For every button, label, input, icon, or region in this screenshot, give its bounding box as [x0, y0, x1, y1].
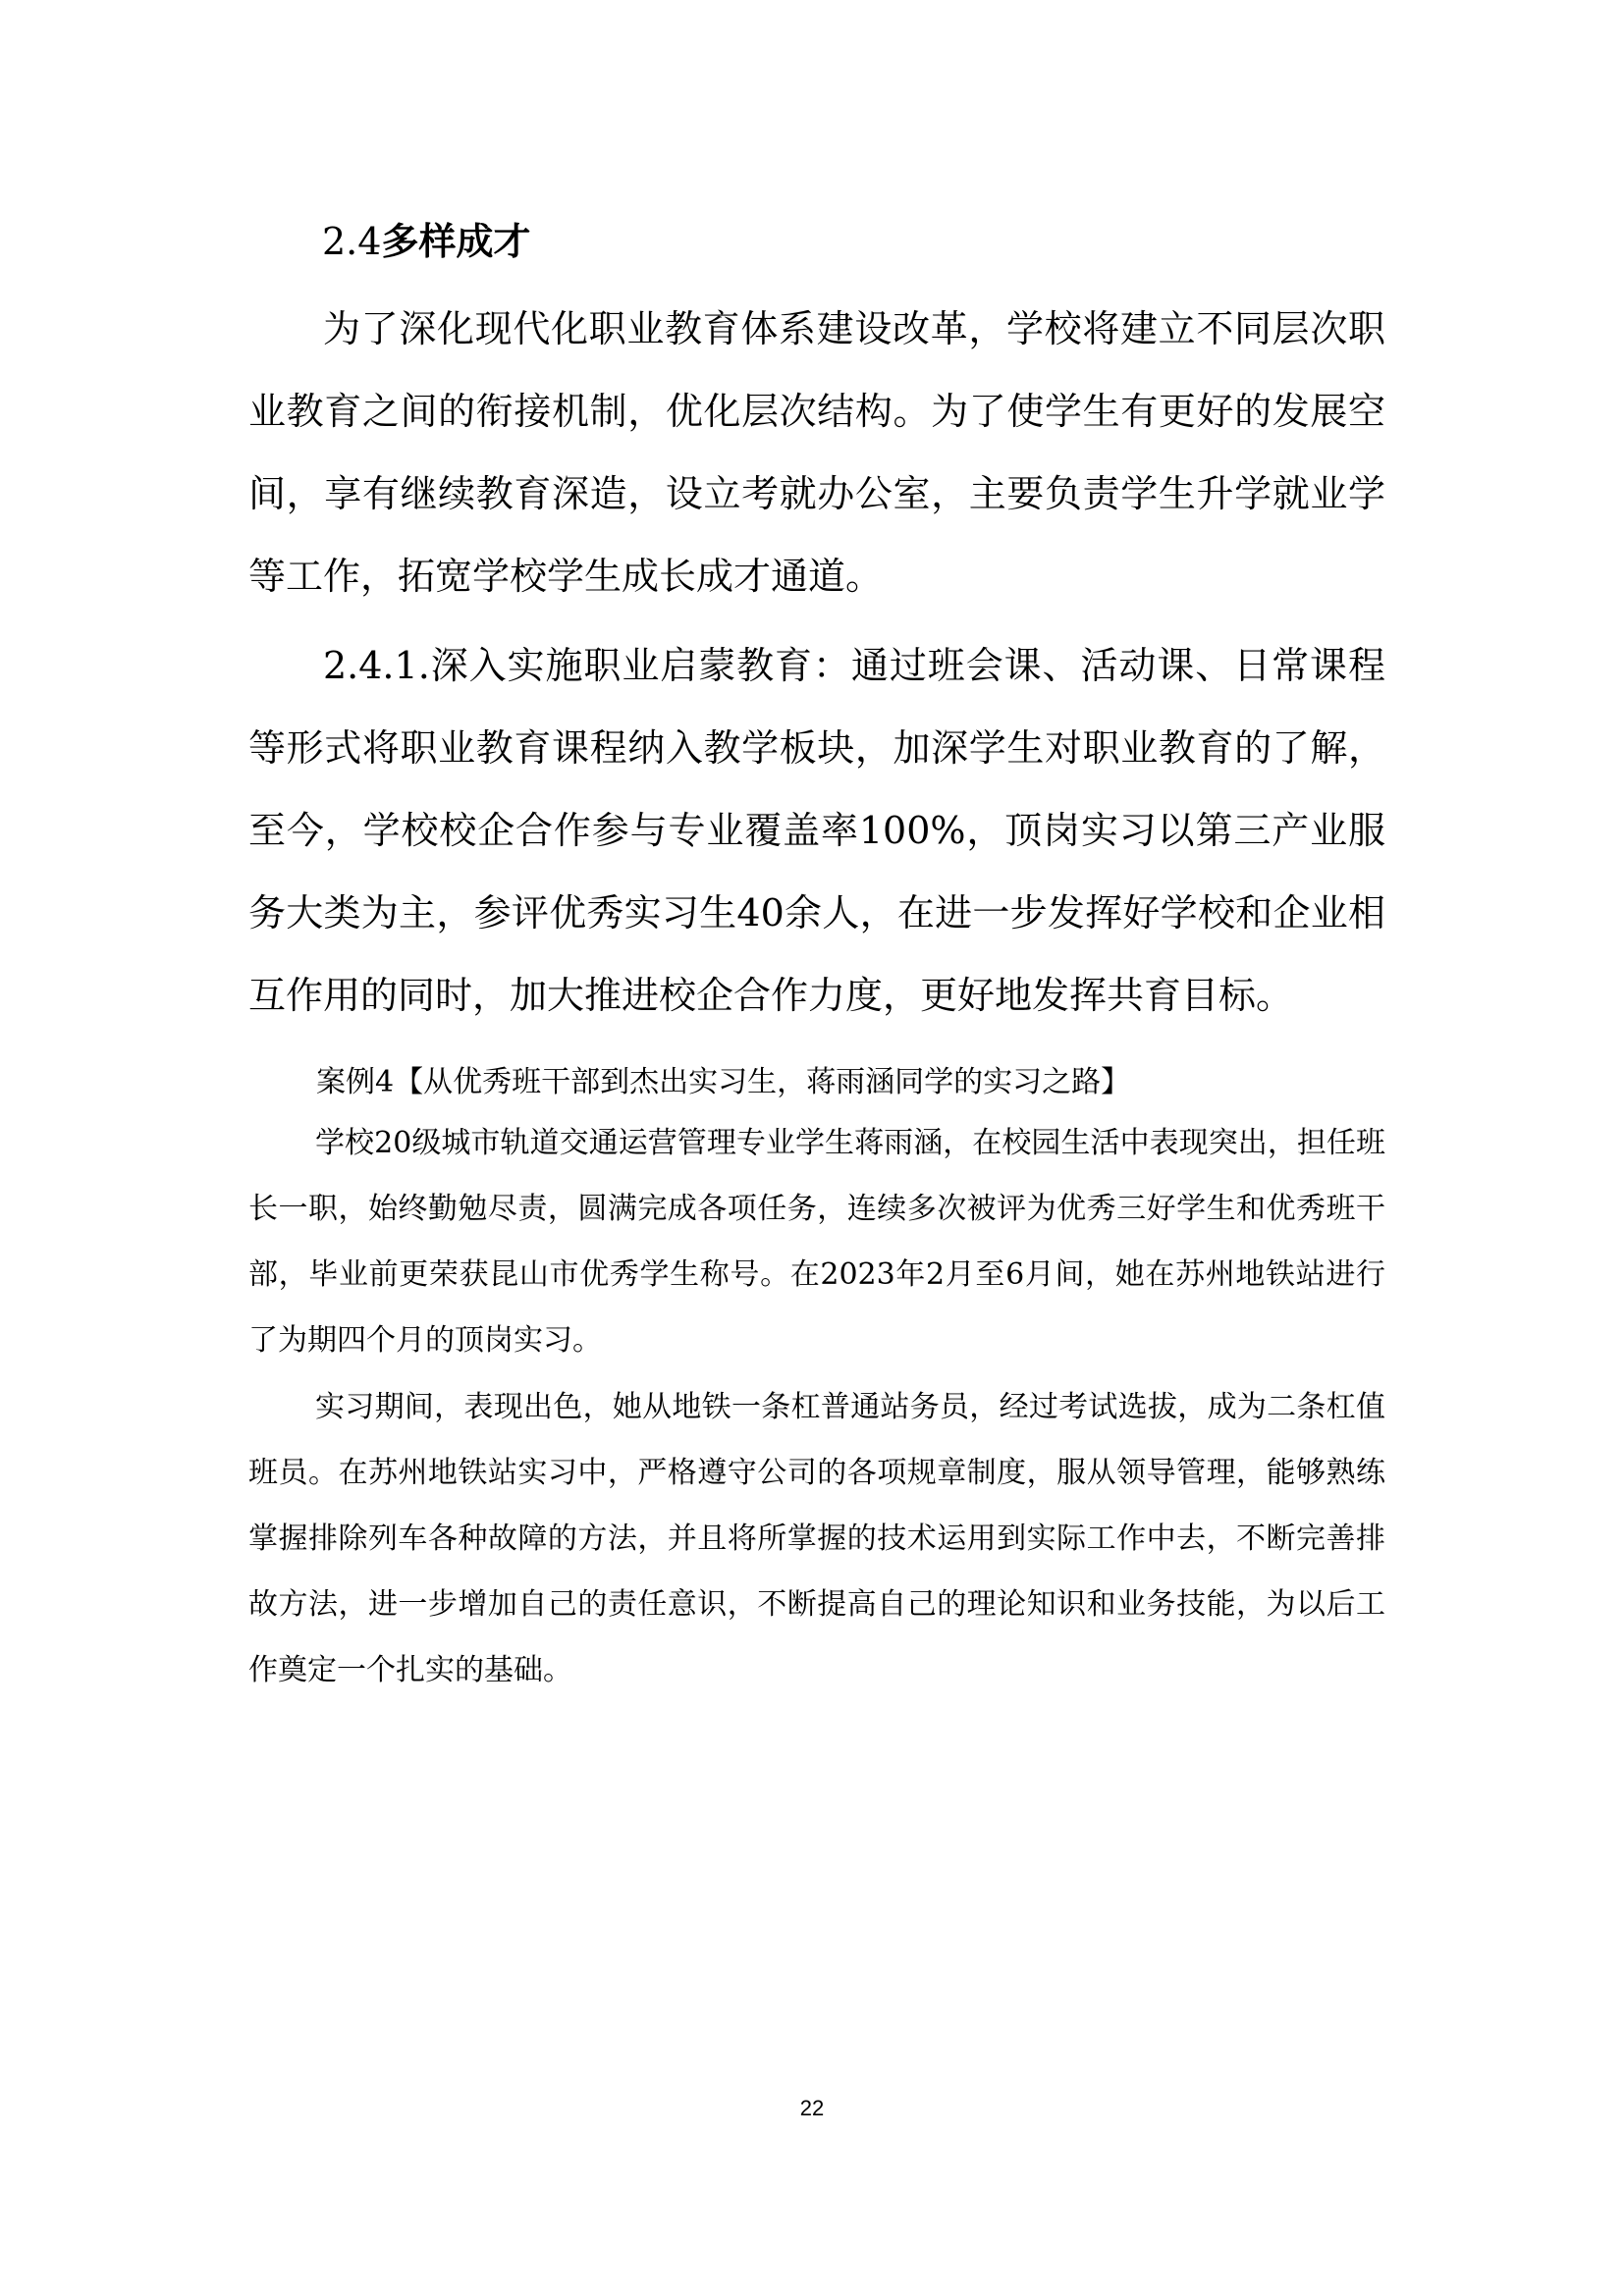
case-title: 案例4【从优秀班干部到杰出实习生，蒋雨涵同学的实习之路】 — [316, 1065, 1131, 1099]
section-title: 多样成才 — [381, 220, 531, 263]
body-paragraph-2: 2.4.1.深入实施职业启蒙教育：通过班会课、活动课、日常课程等形式将职业教育课程纳入教学板块，加深学生对职业教育的了解，至今，学校校企合作参与专业覆盖率100%，顶岗实习以第三产业服务大类为主，参评优秀实习生40余人，在进一步发挥好学校和企业相互作用的同时，加大推进校企合作力度，更好地发挥共育目标。 — [248, 644, 1385, 1017]
section-number: 2.4 — [322, 220, 382, 263]
body-paragraph-1: 为了深化现代化职业教育体系建设改革，学校将建立不同层次职业教育之间的衔接机制，优化层次结构。为了使学生有更好的发展空间，享有继续教育深造，设立考就办公室，主要负责学生升学就业学等工作，拓宽学校学生成长成才通道。 — [248, 307, 1385, 598]
case-paragraph-1: 学校20级城市轨道交通运营管理专业学生蒋雨涵，在校园生活中表现突出，担任班长一职，始终勤勉尽责，圆满完成各项任务，连续多次被评为优秀三好学生和优秀班干部，毕业前更荣获昆山市优秀学生称号。在2023年2月至6月间，她在苏州地铁站进行了为期四个月的顶岗实习。 — [248, 1126, 1385, 1358]
page-number: 22 — [799, 2096, 825, 2120]
section-heading — [322, 214, 530, 269]
case-paragraph-2: 实习期间，表现出色，她从地铁一条杠普通站务员，经过考试选拔，成为二条杠值班员。在苏州地铁站实习中，严格遵守公司的各项规章制度，服从领导管理，能够熟练掌握排除列车各种故障的方法，并且将所掌握的技术运用到实际工作中去，不断完善排故方法，进一步增加自己的责任意识，不断提高自己的理论知识和业务技能，为以后工作奠定一个扎实的基础。 — [248, 1390, 1385, 1687]
